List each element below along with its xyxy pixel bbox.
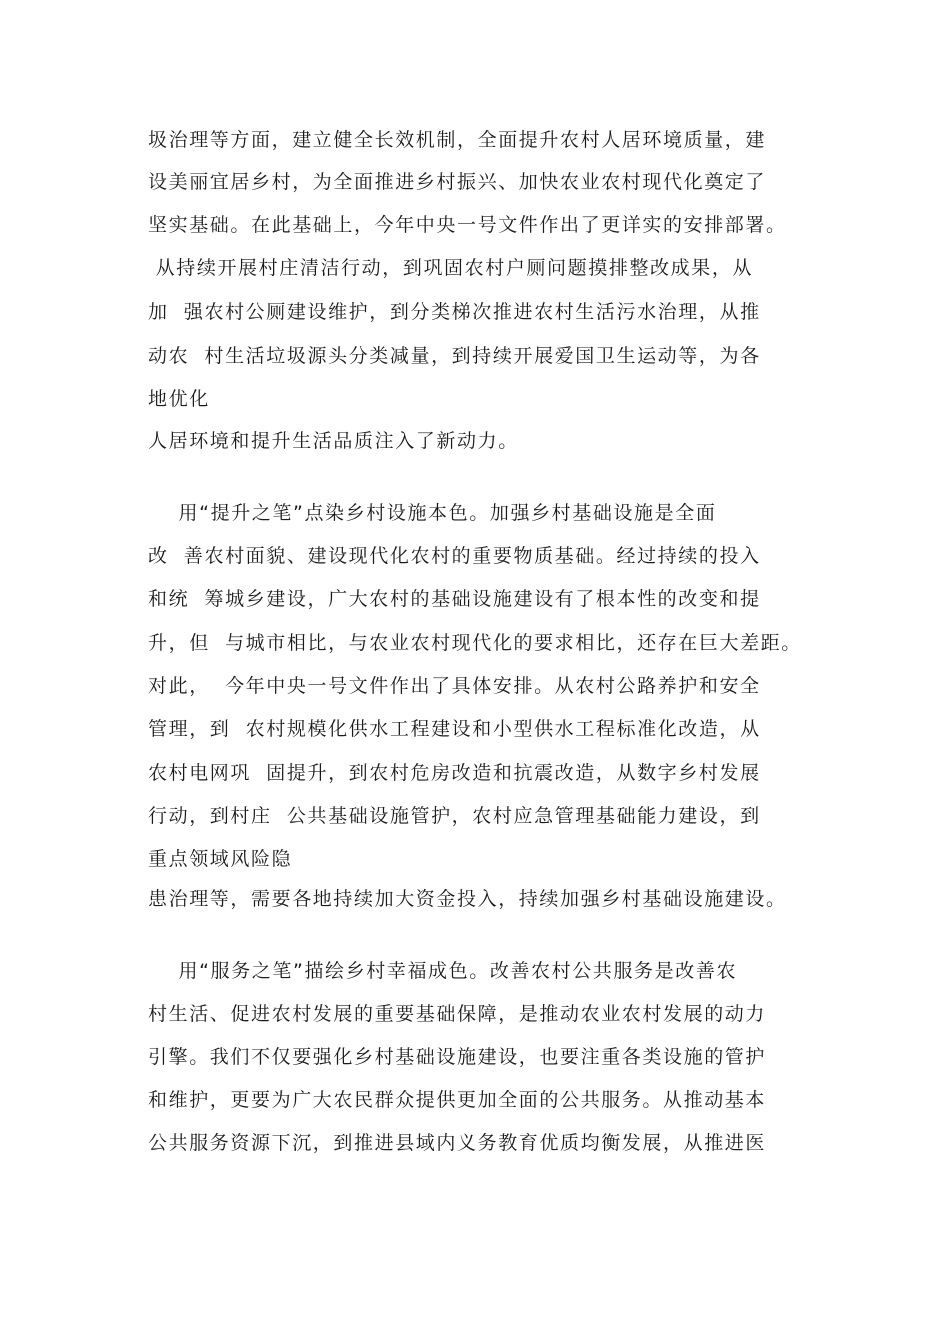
- text-line: 设美丽宜居乡村，为全面推进乡村振兴、加快农业农村现代化奠定了: [148, 171, 767, 193]
- text-line: 重点领域风险隐: [148, 848, 293, 870]
- text-line: 加 强农村公厕建设维护，到分类梯次推进农村生活污水治理，从推: [148, 301, 761, 323]
- text-line: 升，但 与城市相比，与农业农村现代化的要求相比，还存在巨大差距。: [148, 632, 802, 654]
- text-line: 改 善农村面貌、建设现代化农村的重要物质基础。经过持续的投入: [148, 545, 761, 567]
- text-line: 和维护，更要为广大农民群众提供更加全面的公共服务。从推动基本: [148, 1089, 767, 1111]
- text-line: 圾治理等方面，建立健全长效机制，全面提升农村人居环境质量，建: [148, 129, 767, 151]
- text-line: 农村电网巩 固提升，到农村危房改造和抗震改造，从数字乡村发展: [148, 762, 761, 784]
- text-line: 患治理等，需要各地持续加大资金投入，持续加强乡村基础设施建设。: [148, 888, 787, 910]
- text-line: 引擎。我们不仅要强化乡村基础设施建设，也要注重各类设施的管护: [148, 1046, 767, 1068]
- text-line: 村生活、促进农村发展的重要基础保障，是推动农业农村发展的动力: [148, 1003, 767, 1025]
- text-line: 对此， 今年中央一号文件作出了具体安排。从农村公路养护和安全: [148, 675, 761, 697]
- text-line: 用“提升之笔”点染乡村设施本色。加强乡村基础设施是全面: [148, 502, 717, 524]
- text-line: 从持续开展村庄清洁行动，到巩固农村户厕问题摸排整改成果，从: [148, 257, 754, 279]
- text-line: 用“服务之笔”描绘乡村幸福成色。改善农村公共服务是改善农: [148, 960, 738, 982]
- text-line: 公共服务资源下沉，到推进县域内义务教育优质均衡发展，从推进医: [148, 1132, 767, 1154]
- text-line: 地优化: [148, 388, 210, 410]
- text-line: 和统 筹城乡建设，广大农村的基础设施建设有了根本性的改变和提: [148, 588, 761, 610]
- text-line: 管理，到 农村规模化供水工程建设和小型供水工程标准化改造，从: [148, 718, 761, 740]
- text-line: 行动，到村庄 公共基础设施管护，农村应急管理基础能力建设，到: [148, 805, 761, 827]
- text-line: 动农 村生活垃圾源头分类减量，到持续开展爱国卫生运动等，为各: [148, 345, 761, 367]
- text-line: 坚实基础。在此基础上，今年中央一号文件作出了更详实的安排部署。: [148, 214, 787, 236]
- text-line: 人居环境和提升生活品质注入了新动力。: [148, 430, 519, 452]
